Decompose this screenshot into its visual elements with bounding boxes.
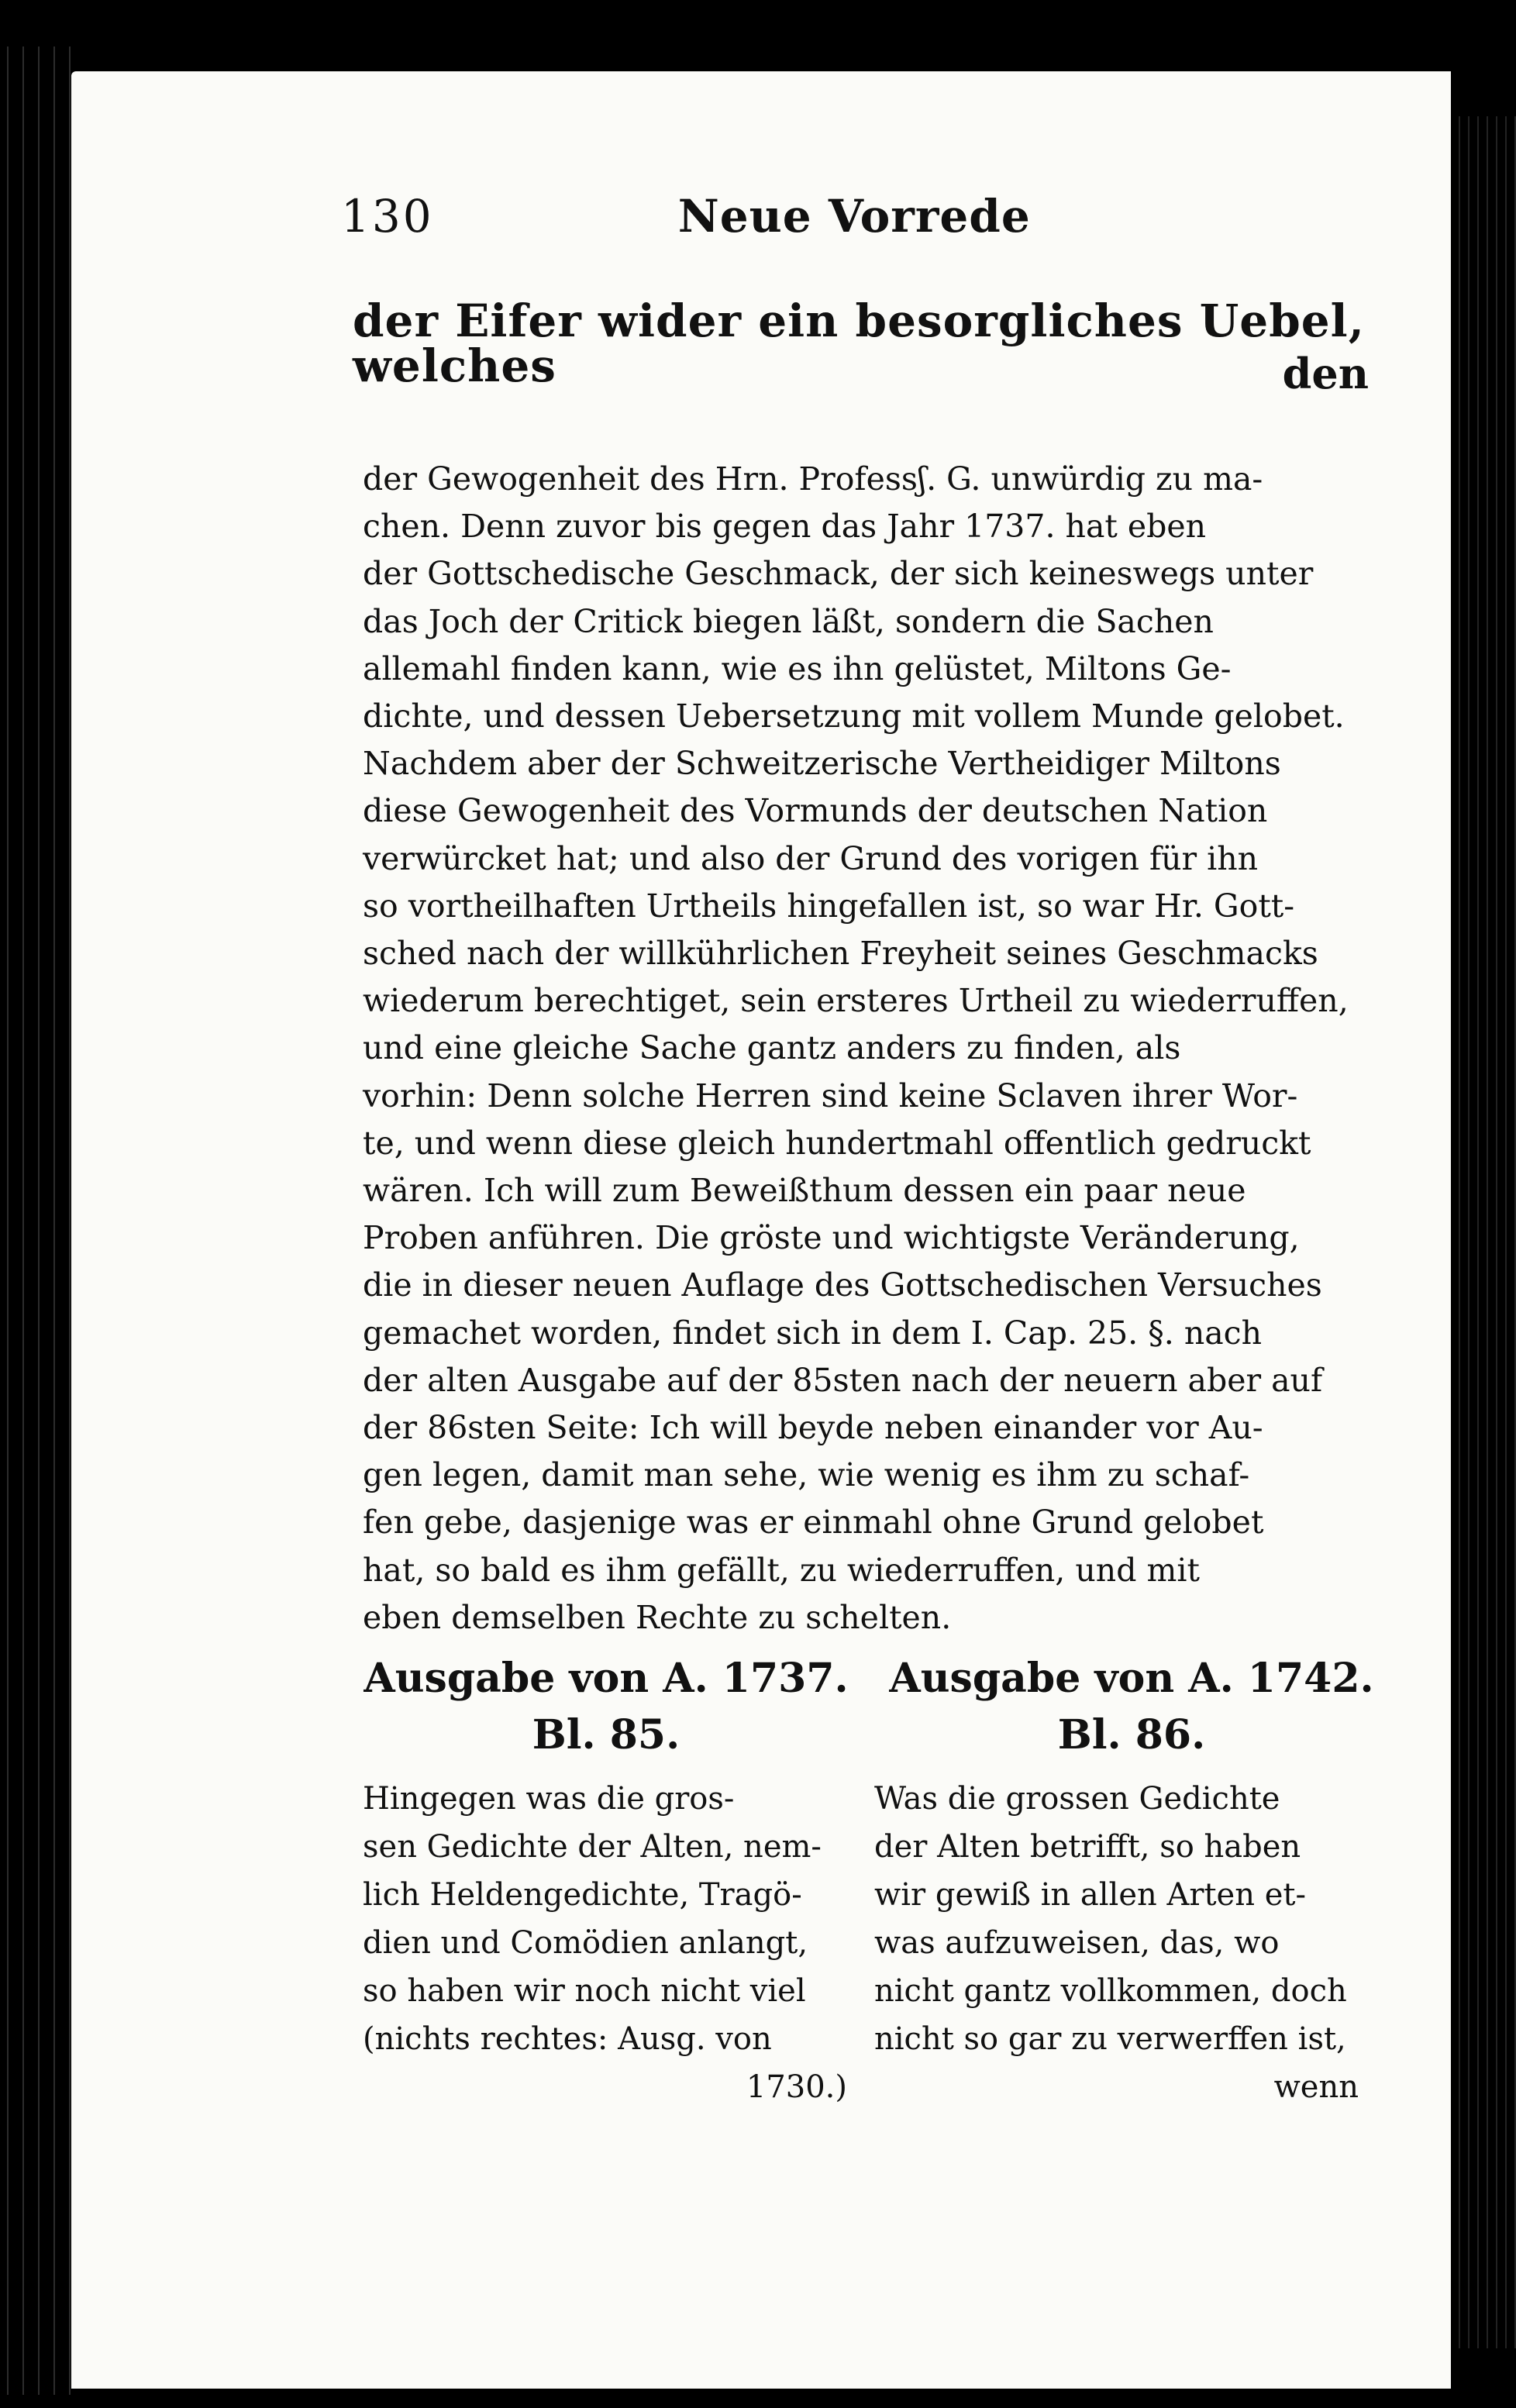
right-column-text [874,1775,1359,2111]
column-line: der Alten betrifft, so haben [874,1829,1301,1865]
body-line: der 86sten Seite: Ich will beyde neben einander vor Au- [363,1409,1263,1447]
page-number: 130 [341,190,434,243]
book-fore-edge [1451,116,1516,2348]
body-line: Nachdem aber der Schweitzerische Vertheidiger Miltons [363,745,1281,783]
column-line: (nichts rechtes: Ausg. von [363,2021,772,2057]
column-line: lich Heldengedichte, Tragö- [363,1877,802,1913]
catchword-bottom: wenn [1273,2069,1359,2105]
column-line: was aufzuweisen, das, wo [874,1925,1280,1961]
column-line: so haben wir noch nicht viel [363,1973,806,2009]
book-spine-edge [0,47,71,2395]
body-line: wiederum berechtiget, sein ersteres Urtheil zu wiederruffen, [363,982,1349,1020]
body-line: te, und wenn diese gleich hundertmahl offentlich gedruckt [363,1124,1311,1162]
right-page-ref: Bl. 86. [1057,1711,1206,1759]
column-line: 1730.) [746,2069,847,2105]
right-edition-title: Ausgabe von A. 1742. [889,1655,1374,1702]
left-column-text [363,1775,847,2111]
column-line: dien und Comödien anlangt, [363,1925,808,1961]
body-line: der Gewogenheit des Hrn. Professʃ. G. unwürdig zu ma- [363,460,1263,498]
body-line: eben demselben Rechte zu schelten. [363,1598,952,1636]
body-line: vorhin: Denn solche Herren sind keine Sclaven ihrer Wor- [363,1077,1298,1114]
left-edition-title: Ausgabe von A. 1737. [363,1655,849,1702]
column-line: nicht gantz vollkommen, doch [874,1973,1347,2009]
right-column-heading [884,1655,1380,1759]
body-line: allemahl finden kann, wie es ihn gelüstet, Miltons Ge- [363,649,1232,687]
body-line: die in dieser neuen Auflage des Gottschedischen Versuches [363,1266,1322,1304]
body-line: der alten Ausgabe auf der 85sten nach der neuern aber auf [363,1361,1323,1399]
column-line: Hingegen was die gros- [363,1781,735,1817]
body-line: das Joch der Critick biegen läßt, sondern die Sachen [363,602,1214,640]
body-line: diese Gewogenheit des Vormunds der deutschen Nation [363,792,1268,830]
headline-line: der Eifer wider ein besorgliches Uebel, welches [353,295,1365,392]
body-line: fen gebe, dasjenige was er einmahl ohne Grund gelobet [363,1504,1264,1542]
left-column-heading [358,1655,854,1759]
column-line: nicht so gar zu verwerffen ist, [874,2021,1346,2057]
running-header [341,190,1372,243]
left-page-ref: Bl. 85. [532,1711,680,1759]
body-line: dichte, und dessen Uebersetzung mit vollem Munde gelobet. [363,698,1345,735]
body-line: und eine gleiche Sache gantz anders zu finden, als [363,1029,1181,1067]
column-headings [358,1655,1380,1759]
catchword-top: den [1282,349,1369,398]
body-text [363,456,1370,1642]
body-line: der Gottschedische Geschmack, der sich keineswegs unter [363,555,1314,593]
body-line: chen. Denn zuvor bis gegen das Jahr 1737. hat eben [363,508,1207,546]
body-line: so vortheilhaften Urtheils hingefallen ist, so war Hr. Gott- [363,887,1295,925]
body-line: gemachet worden, findet sich in dem I. Cap. 25. §. nach [363,1314,1263,1352]
body-line: gen legen, damit man sehe, wie wenig es ihm zu schaf- [363,1456,1250,1494]
body-line: sched nach der willkührlichen Freyheit seines Geschmacks [363,935,1318,973]
body-line: verwürcket hat; und also der Grund des vorigen für ihn [363,839,1259,877]
column-line: wir gewiß in allen Arten et- [874,1877,1306,1913]
body-line: Proben anführen. Die gröste und wichtigste Veränderung, [363,1219,1300,1257]
body-line: wären. Ich will zum Beweißthum dessen ein paar neue [363,1172,1246,1210]
column-line: Was die grossen Gedichte [874,1781,1280,1817]
body-line: hat, so bald es ihm gefällt, zu wiederruffen, und mit [363,1551,1200,1589]
running-title: Neue Vorrede [677,190,1031,243]
column-line: sen Gedichte der Alten, nem- [363,1829,822,1865]
